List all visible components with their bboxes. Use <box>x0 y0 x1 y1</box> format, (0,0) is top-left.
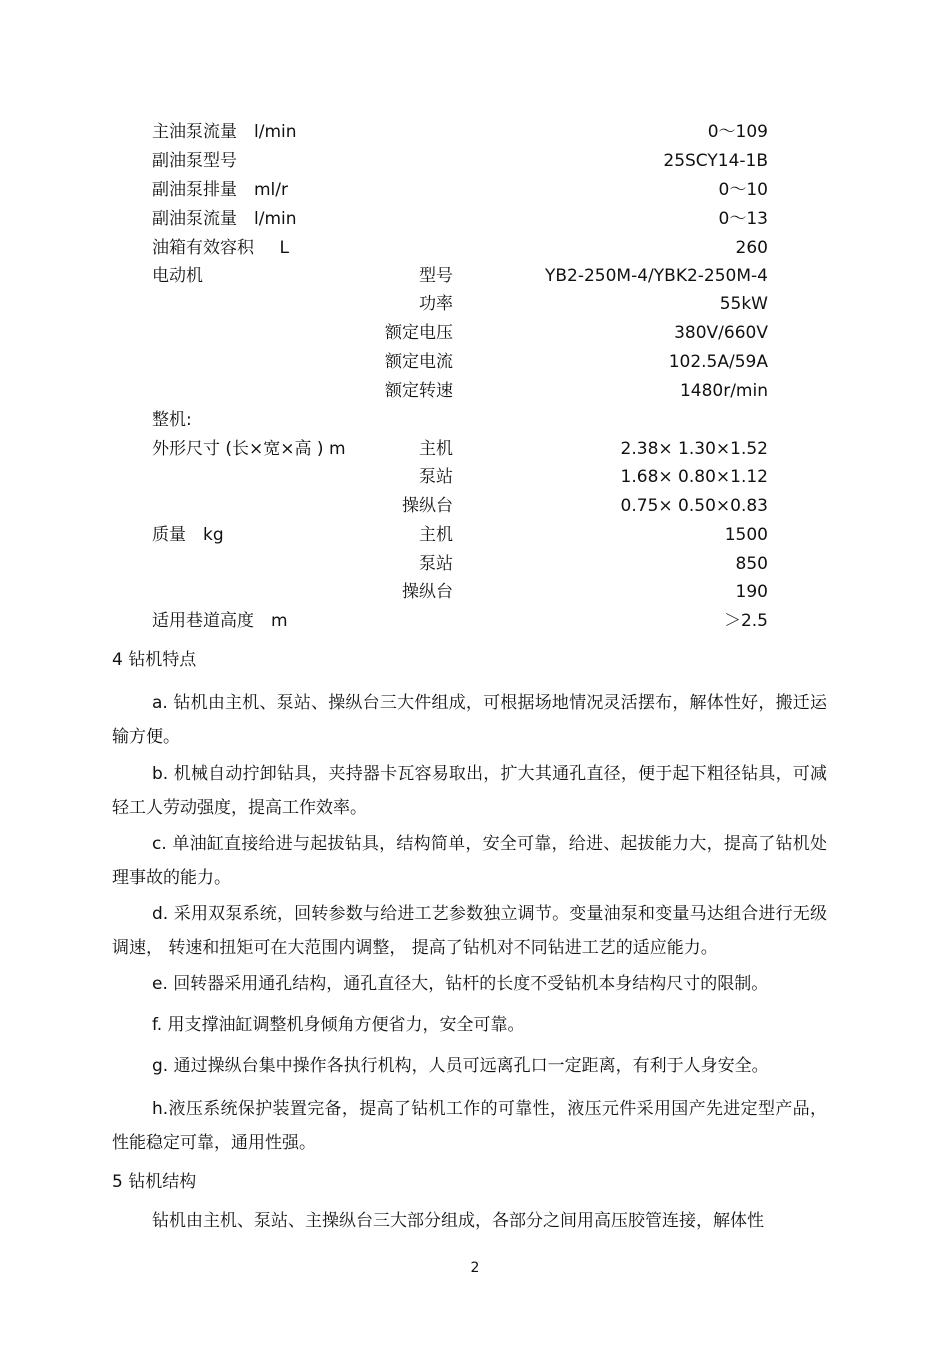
spec-label: 电动机 <box>152 266 203 286</box>
spec-value: 0.75× 0.50×0.83 <box>620 496 768 516</box>
spec-value: 1500 <box>724 525 768 545</box>
spec-sub: 操纵台 <box>402 582 453 602</box>
spec-label: 整机: <box>152 410 192 430</box>
spec-row <box>0 292 950 316</box>
spec-row <box>0 350 950 374</box>
spec-value: 380V/660V <box>674 323 768 343</box>
spec-sub: 额定电压 <box>385 323 453 343</box>
spec-sub: 操纵台 <box>402 496 453 516</box>
spec-row <box>0 437 950 461</box>
spec-value: 25SCY14-1B <box>663 151 768 171</box>
spec-value: 2.38× 1.30×1.52 <box>620 439 768 459</box>
spec-label: 主油泵流量 l/min <box>152 122 297 142</box>
spec-label: 副油泵流量 l/min <box>152 209 297 229</box>
spec-value: 0～109 <box>707 122 768 142</box>
spec-value: 0～10 <box>718 180 768 200</box>
spec-value: ＞2.5 <box>723 611 768 631</box>
spec-value: 1480r/min <box>679 381 768 401</box>
feature-paragraph: b. 机械自动拧卸钻具，夹持器卡瓦容易取出，扩大其通孔直径，便于起下粗径钻具，可减轻工人劳动强度，提高工作效率。 <box>112 764 827 818</box>
spec-sub: 额定转速 <box>385 381 453 401</box>
spec-sub: 型号 <box>419 266 453 286</box>
spec-label: 适用巷道高度 m <box>152 611 288 631</box>
spec-row <box>0 379 950 403</box>
spec-row <box>0 321 950 345</box>
spec-row <box>0 207 950 231</box>
spec-row <box>0 523 950 547</box>
spec-sub: 主机 <box>419 525 453 545</box>
spec-row <box>0 465 950 489</box>
spec-row <box>0 494 950 518</box>
spec-row <box>0 552 950 576</box>
spec-row <box>0 149 950 173</box>
spec-value: 190 <box>735 582 768 602</box>
feature-paragraph: a. 钻机由主机、泵站、操纵台三大件组成，可根据场地情况灵活摆布，解体性好，搬迁运输方便。 <box>112 693 827 747</box>
spec-row <box>0 236 950 260</box>
spec-sub: 泵站 <box>419 467 453 487</box>
spec-label: 油箱有效容积 L <box>152 238 289 258</box>
feature-paragraph: e. 回转器采用通孔结构，通孔直径大，钻杆的长度不受钻机本身结构尺寸的限制。 <box>152 974 769 994</box>
spec-sub: 额定电流 <box>385 352 453 372</box>
page-number: 2 <box>470 1260 480 1276</box>
spec-label: 质量 kg <box>152 525 224 545</box>
spec-label: 副油泵型号 <box>152 151 237 171</box>
spec-value: 55kW <box>719 294 768 314</box>
feature-paragraph: h.液压系统保护装置完备，提高了钻机工作的可靠性，液压元件采用国产先进定型产品，性能稳定可靠，通用性强。 <box>112 1099 827 1153</box>
spec-sub: 功率 <box>419 294 453 314</box>
spec-row <box>0 120 950 144</box>
spec-sub: 主机 <box>419 439 453 459</box>
spec-label: 外形尺寸 (长×宽×高 ) m <box>152 439 346 459</box>
section-heading: 4 钻机特点 <box>112 650 197 670</box>
spec-value: 1.68× 0.80×1.12 <box>620 467 768 487</box>
feature-paragraph: c. 单油缸直接给进与起拔钻具，结构简单，安全可靠，给进、起拔能力大，提高了钻机处理事故的能力。 <box>112 834 827 888</box>
feature-paragraph: g. 通过操纵台集中操作各执行机构，人员可远离孔口一定距离，有利于人身安全。 <box>152 1056 769 1076</box>
spec-value: YB2-250M-4/YBK2-250M-4 <box>544 266 768 286</box>
body-paragraph: 钻机由主机、泵站、主操纵台三大部分组成，各部分之间用高压胶管连接，解体性 <box>152 1211 764 1231</box>
spec-row <box>0 178 950 202</box>
spec-row <box>0 580 950 604</box>
feature-paragraph: f. 用支撑油缸调整机身倾角方便省力，安全可靠。 <box>152 1015 525 1035</box>
spec-value: 102.5A/59A <box>668 352 768 372</box>
spec-value: 850 <box>735 554 768 574</box>
spec-label: 副油泵排量 ml/r <box>152 180 288 200</box>
spec-value: 0～13 <box>718 209 768 229</box>
spec-value: 260 <box>735 238 768 258</box>
spec-row <box>0 264 950 288</box>
section-heading: 5 钻机结构 <box>112 1172 197 1192</box>
spec-row <box>0 609 950 633</box>
feature-paragraph: d. 采用双泵系统，回转参数与给进工艺参数独立调节。变量油泵和变量马达组合进行无级调速， 转速和扭矩可在大范围内调整， 提高了钻机对不同钻进工艺的适应能力。 <box>112 904 827 958</box>
spec-row <box>0 408 950 432</box>
spec-sub: 泵站 <box>419 554 453 574</box>
